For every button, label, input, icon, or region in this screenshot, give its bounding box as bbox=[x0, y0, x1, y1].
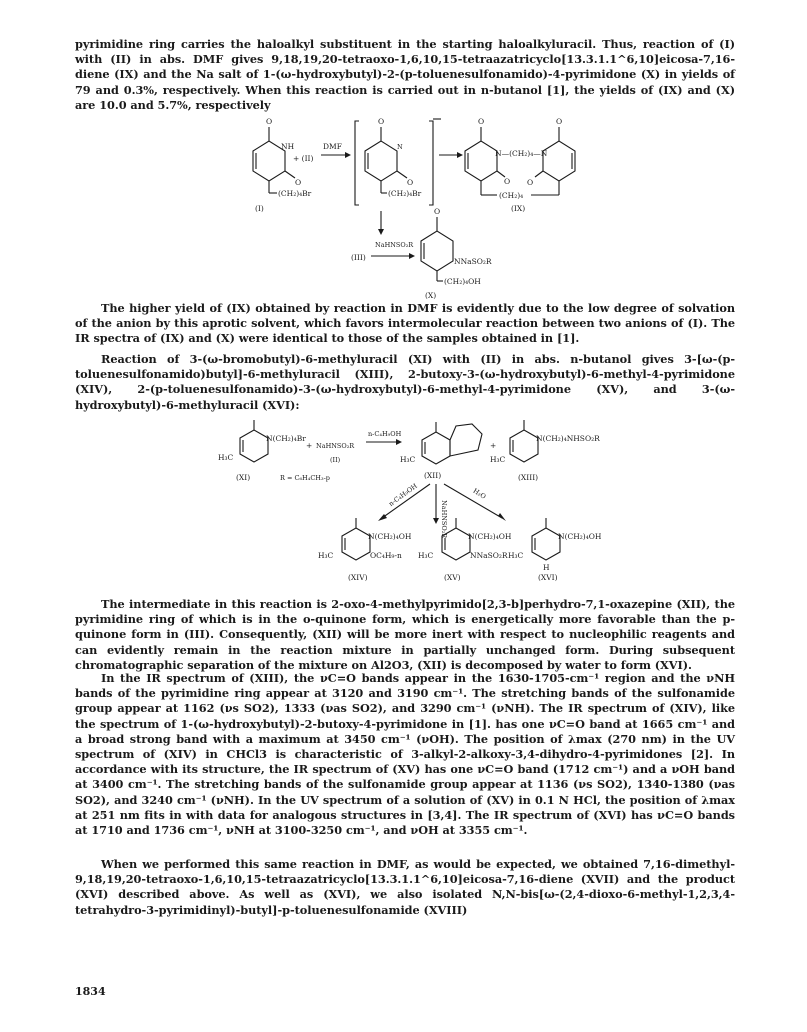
svg-text:N(CH₂)₄Br: N(CH₂)₄Br bbox=[266, 434, 306, 443]
label-XII: (XII) bbox=[424, 471, 442, 480]
paragraph-3: Reaction of 3-(ω-bromobutyl)-6-methyluracil (XI) with (II) in abs. n-butanol gives 3-[ω-(p-toluenesulfonamido)butyl]-6-methyluracil (XIII), 2-butoxy-3-(ω-hydroxybutyl)-6-methyl-4-pyrimidone (XIV), 2-(p-toluenesulfonamido)-3-(ω-hydroxybutyl)-6-methyl-4-pyrimidone (XV), and 3-(ω-hydroxybutyl)-6-methyluracil (XVI): bbox=[75, 352, 735, 412]
svg-text:(CH₂)₄Br: (CH₂)₄Br bbox=[388, 189, 422, 198]
label-XIV: (XIV) bbox=[348, 573, 368, 582]
label-XIII: (XIII) bbox=[518, 473, 539, 482]
svg-text:H₃C: H₃C bbox=[490, 455, 506, 464]
reaction-scheme-2 bbox=[210, 418, 610, 583]
compound-IX-structure bbox=[465, 117, 575, 200]
reaction-scheme-1 bbox=[225, 113, 585, 300]
svg-text:N(CH₂)₄OH: N(CH₂)₄OH bbox=[368, 532, 412, 541]
svg-text:H₃C: H₃C bbox=[218, 453, 234, 462]
svg-text:O: O bbox=[378, 117, 385, 126]
svg-text:O: O bbox=[407, 178, 414, 187]
svg-text:O: O bbox=[478, 117, 485, 126]
svg-text:O: O bbox=[504, 177, 511, 186]
paragraph-5: In the IR spectrum of (XIII), the νC=O bands appear in the 1630-1705-cm⁻¹ region and the νNH bands of the pyrimidine ring appear at 3120 and 3190 cm⁻¹. The stretching bands of the sulfonamide group appear at 1162 (νs SO2), 1333 (νas SO2), and 3290 cm⁻¹ (νNH). The IR spectrum of (XIV), like the spectrum of 1-(ω-hydroxybutyl)-2-butoxy-4-pyrimidone in [1]. has one νC=O band at 1665 cm⁻¹ and a broad strong band with a maximum at 3450 cm⁻¹ (νOH). The position of λmax (270 nm) in the UV spectrum of (XIV) in CHCl3 is characteristic of 3-alkyl-2-alkoxy-3,4-dihydro-4-pyrimidones [2]. In accordance with its structure, the IR spectrum of (XV) has one νC=O band (1712 cm⁻¹) and a νOH band at 3400 cm⁻¹. The stretching bands of the sulfonamide group appear at 1136 (νs SO2), 1340-1380 (νas SO2), and 3240 cm⁻¹ (νNH). In the UV spectrum of a solution of (XV) in 0.1 N HCl, the position of λmax at 251 nm fits in with data for analogous structures in [3,4]. The IR spectrum of (XVI) has νC=O bands at 1710 and 1736 cm⁻¹, νNH at 3100-3250 cm⁻¹, and νOH at 3355 cm⁻¹. bbox=[75, 671, 735, 838]
compound-XII-structure bbox=[400, 422, 482, 464]
svg-text:OC₄H₉-n: OC₄H₉-n bbox=[370, 551, 402, 560]
reagent-label: NaHNSO₂R bbox=[375, 241, 414, 249]
label-IX: (IX) bbox=[511, 204, 526, 213]
compound-XV-structure bbox=[418, 518, 512, 560]
compound-XIV-structure bbox=[318, 518, 412, 560]
dmf-label: DMF bbox=[323, 142, 342, 151]
svg-text:NH: NH bbox=[281, 142, 295, 151]
arrow-right-label: H₂O bbox=[471, 486, 488, 501]
reagent-label-2: NaHNSO₂R bbox=[316, 442, 355, 450]
label-XVI: (XVI) bbox=[538, 573, 558, 582]
arrow-mid-label: NaHNSO₂R bbox=[440, 500, 448, 539]
svg-text:N: N bbox=[397, 143, 403, 151]
svg-text:O: O bbox=[434, 207, 441, 216]
compound-XI-structure bbox=[218, 420, 306, 462]
compound-X-structure bbox=[421, 207, 492, 286]
svg-text:H₃C: H₃C bbox=[400, 455, 416, 464]
svg-text:NNaSO₂R: NNaSO₂R bbox=[470, 551, 508, 560]
compound-XVI-structure bbox=[508, 518, 602, 572]
paragraph-1: pyrimidine ring carries the haloalkyl substituent in the starting haloalkyluracil. Thus, reaction of (I) with (II) in abs. DMF gives 9,18,19,20-tetraoxo-1,6,10,15-tetraazatricyclo[13.3.1.1^6,10]eicosa-7,16-diene (IX) and the Na salt of 1-(ω-hydroxybutyl)-2-(p-toluenesulfonamido)-4-pyrimidone (X) in yields of 79 and 0.3%, respectively. When this reaction is carried out in n-butanol [1], the yields of (IX) and (X) are 10.0 and 5.7%, respectively bbox=[75, 37, 735, 112]
svg-text:N(CH₂)₄OH: N(CH₂)₄OH bbox=[558, 532, 602, 541]
label-II: (II) bbox=[330, 456, 341, 464]
anion-intermediate-structure bbox=[365, 117, 422, 198]
svg-text:O: O bbox=[295, 178, 302, 187]
svg-text:(CH₂)₄OH: (CH₂)₄OH bbox=[444, 277, 481, 286]
label-I: (I) bbox=[255, 204, 264, 213]
svg-text:N—(CH₂)₄—N: N—(CH₂)₄—N bbox=[495, 149, 548, 158]
svg-text:(CH₂)₄Br: (CH₂)₄Br bbox=[278, 189, 312, 198]
label-XV: (XV) bbox=[444, 573, 461, 582]
svg-text:O: O bbox=[266, 117, 273, 126]
svg-text:H₃C: H₃C bbox=[418, 551, 434, 560]
svg-text:O: O bbox=[556, 117, 563, 126]
svg-text:+: + bbox=[490, 441, 497, 450]
svg-text:H: H bbox=[543, 563, 550, 572]
label-XI: (XI) bbox=[236, 473, 251, 482]
svg-text:N(CH₂)₄OH: N(CH₂)₄OH bbox=[468, 532, 512, 541]
label-X: (X) bbox=[425, 291, 437, 300]
svg-text:(CH₂)₄: (CH₂)₄ bbox=[499, 191, 524, 200]
plus-II: + (II) bbox=[293, 154, 314, 163]
compound-XIII-structure bbox=[490, 420, 600, 464]
svg-text:O: O bbox=[527, 178, 534, 187]
paragraph-4: The intermediate in this reaction is 2-oxo-4-methylpyrimido[2,3-b]perhydro-7,1-oxazepine (XII), the pyrimidine ring of which is in the o-quinone form, which is energetically more favorable than the p-quinone form in (III). Consequently, (XII) will be more inert with respect to nucleophilic reagents and can evidently remain in the reaction mixture in partially unchanged form. During subsequent chromatographic separation of the mixture on Al2O3, (XII) is decomposed by water to form (XVI). bbox=[75, 597, 735, 672]
page-number: 1834 bbox=[75, 985, 106, 998]
svg-text:NNaSO₂R: NNaSO₂R bbox=[454, 257, 492, 266]
r-definition: R = C₆H₄CH₃-p bbox=[280, 474, 330, 482]
arrow-left-label: n-C₄H₉OH bbox=[387, 481, 419, 508]
svg-text:H₃C: H₃C bbox=[508, 551, 524, 560]
svg-text:H₃C: H₃C bbox=[318, 551, 334, 560]
label-III: (III) bbox=[351, 253, 366, 262]
paragraph-6: When we performed this same reaction in DMF, as would be expected, we obtained 7,16-dimethyl-9,18,19,20-tetraoxo-1,6,10,15-tetraazatricyclo[13.3.1.1^6,10]eicosa-7,16-diene (XVII) and the product (XVI) described above. As well as (XVI), we also isolated N,N-bis[ω-(2,4-dioxo-6-methyl-1,2,3,4-tetrahydro-3-pyrimidinyl)-butyl]-p-toluenesulfonamide (XVIII) bbox=[75, 857, 735, 917]
solvent-label: n-C₄H₉OH bbox=[368, 430, 402, 438]
paragraph-2: The higher yield of (IX) obtained by reaction in DMF is evidently due to the low degree of solvation of the anion by this aprotic solvent, which favors intermolecular reaction between two anions of (I). The IR spectra of (IX) and (X) were identical to those of the samples obtained in [1]. bbox=[75, 301, 735, 346]
svg-text:N(CH₂)₄NHSO₂R: N(CH₂)₄NHSO₂R bbox=[536, 434, 600, 443]
svg-text:+: + bbox=[306, 441, 313, 450]
